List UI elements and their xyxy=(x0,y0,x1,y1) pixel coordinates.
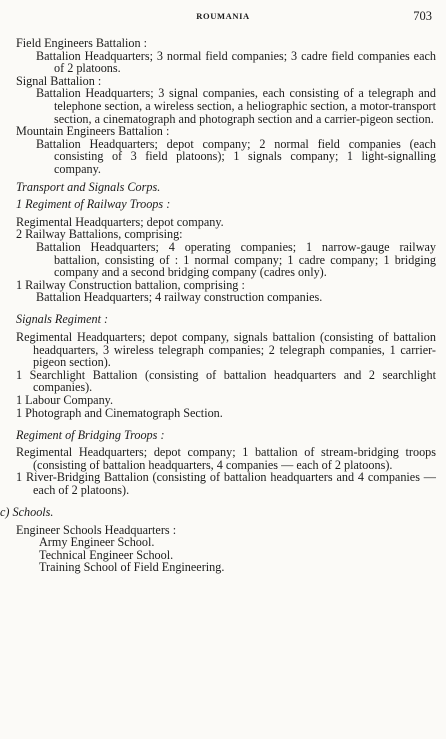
signals-regiment-heading: Signals Regiment : xyxy=(16,312,109,327)
mountain-engineers-body: Battalion Headquarters; depot company; 2 normal field companies (each consisting of 3 field platoons); 1 signals company; 1 light-signalling company. xyxy=(36,136,436,176)
signal-battalion-title: Signal Battalion : xyxy=(16,73,102,88)
schools-item: Army Engineer School. xyxy=(39,535,155,550)
schools-title: Engineer Schools Headquarters : xyxy=(16,522,177,537)
railway-regiment-heading: 1 Regiment of Railway Troops : xyxy=(16,197,171,212)
railway-item-3-body: Battalion Headquarters; 4 railway construction companies. xyxy=(36,290,323,305)
signal-battalion-body: Battalion Headquarters; 3 signal companies, each consisting of a telegraph and telephone section, a wireless section, a heliographic section, a motor-transport section, a cinematograph and photograph section and a carrier-pigeon section. xyxy=(36,86,436,126)
page-body xyxy=(0,36,436,575)
schools-item: Technical Engineer School. xyxy=(39,547,174,562)
mountain-engineers-title: Mountain Engineers Battalion : xyxy=(16,124,170,139)
page-number: 703 xyxy=(413,9,432,23)
bridging-regiment-heading: Regiment of Bridging Troops : xyxy=(16,427,165,442)
signals-item-4: 1 Photograph and Cinematograph Section. xyxy=(16,405,223,420)
signals-item-2: 1 Searchlight Battalion (consisting of battalion headquarters and 2 searchlight companies). xyxy=(16,367,436,395)
field-engineers-title: Field Engineers Battalion : xyxy=(16,36,147,50)
running-header: ROUMANIA xyxy=(196,11,250,21)
signals-item-3: 1 Labour Company. xyxy=(16,392,114,407)
railway-item-2-body: Battalion Headquarters; 4 operating companies; 1 narrow-gauge railway battalion, consisting of : 1 normal company; 1 cadre company; 1 bridging company and a second bridging company (cadres only). xyxy=(36,239,436,280)
signals-item-1: Regimental Headquarters; depot company, signals battalion (consisting of battalion headquarters, 3 wireless telegraph companies; 2 telegraph companies, 1 carrier-pigeon section). xyxy=(16,329,436,370)
bridging-item-2: 1 River-Bridging Battalion (consisting of battalion headquarters and 4 companies — each of 2 platoons). xyxy=(16,470,436,497)
railway-item-1: Regimental Headquarters; depot company. xyxy=(16,214,224,229)
transport-signals-heading: Transport and Signals Corps. xyxy=(16,179,161,194)
bridging-item-1: Regimental Headquarters; depot company; 1 battalion of stream-bridging troops (consisting of battalion headquarters, 4 companies — each of 2 platoons). xyxy=(16,445,436,472)
railway-item-2: 2 Railway Battalions, comprising: xyxy=(16,227,183,242)
schools-item: Training School of Field Engineering. xyxy=(39,560,225,575)
field-engineers-body: Battalion Headquarters; 3 normal field companies; 3 cadre field companies each of 2 platoons. xyxy=(36,48,436,76)
schools-heading: c) Schools. xyxy=(0,505,54,520)
railway-item-3: 1 Railway Construction battalion, comprising : xyxy=(16,277,245,292)
